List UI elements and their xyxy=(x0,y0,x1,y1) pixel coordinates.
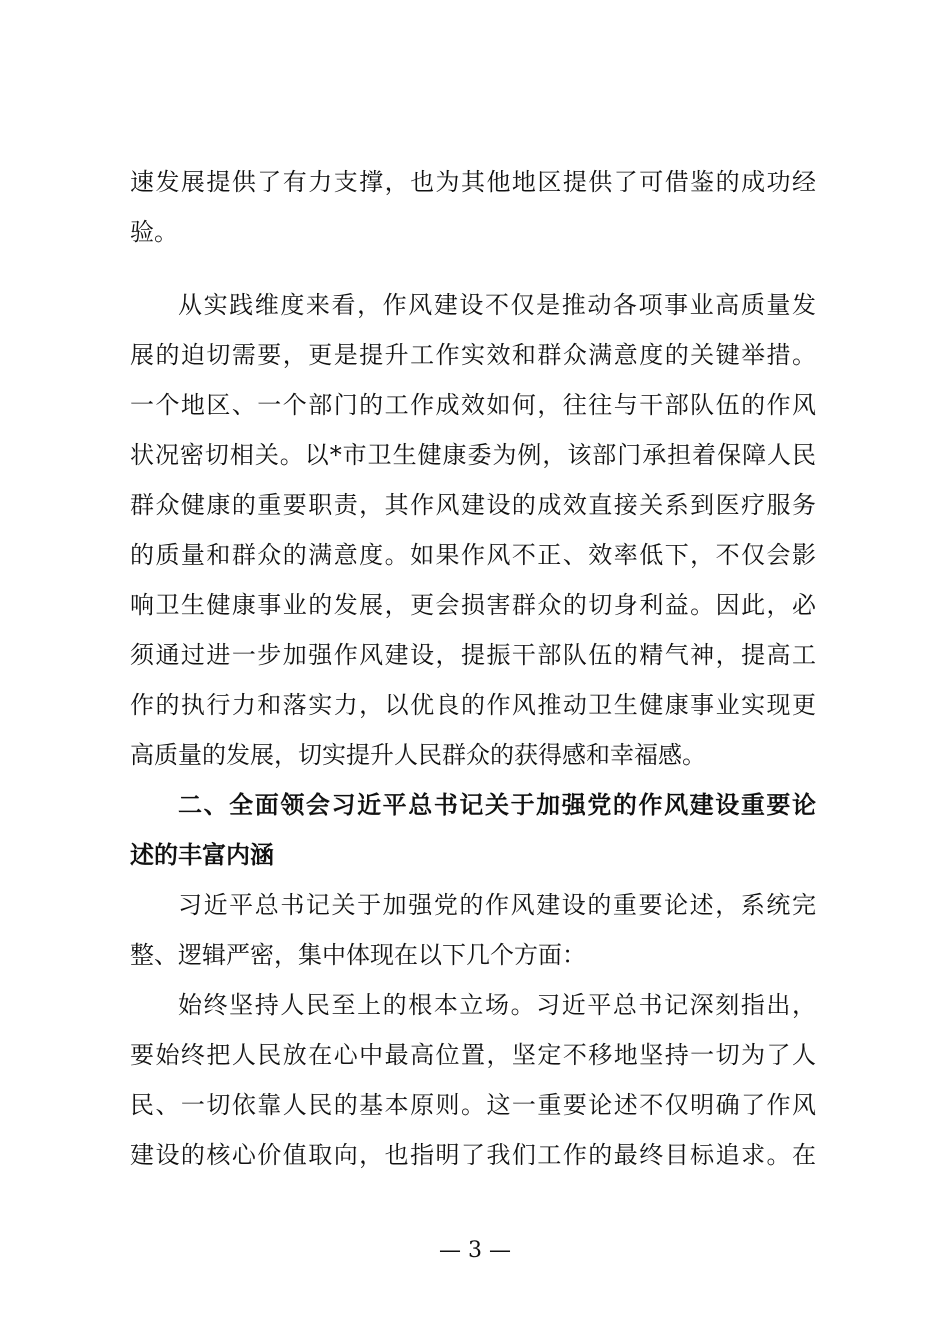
text-line: 响卫生健康事业的发展，更会损害群众的切身利益。因此，必 xyxy=(130,591,816,619)
text-line: 始终坚持人民至上的根本立场。习近平总书记深刻指出， xyxy=(178,991,816,1019)
text-line: 民、一切依靠人民的基本原则。这一重要论述不仅明确了作风 xyxy=(130,1091,816,1119)
text-line: 一个地区、一个部门的工作成效如何，往往与干部队伍的作风 xyxy=(130,391,816,419)
text-line: 展的迫切需要，更是提升工作实效和群众满意度的关键举措。 xyxy=(130,341,816,369)
paragraph xyxy=(130,880,816,980)
text-line: 述的丰富内涵 xyxy=(130,840,274,869)
text-line: 整、逻辑严密，集中体现在以下几个方面： xyxy=(130,941,586,969)
paragraph xyxy=(130,157,816,257)
text-line: 二、全面领会习近平总书记关于加强党的作风建设重要论 xyxy=(178,790,816,819)
section-heading xyxy=(130,780,816,880)
text-line: 习近平总书记关于加强党的作风建设的重要论述，系统完 xyxy=(178,891,816,919)
text-line: 验。 xyxy=(130,218,178,246)
text-line: 群众健康的重要职责，其作风建设的成效直接关系到医疗服务 xyxy=(130,491,816,519)
text-line: 状况密切相关。以*市卫生健康委为例，该部门承担着保障人民 xyxy=(130,441,816,469)
paragraph xyxy=(130,980,816,1180)
document-body xyxy=(130,157,816,1180)
text-line: 须通过进一步加强作风建设，提振干部队伍的精气神，提高工 xyxy=(130,641,816,669)
text-line: 从实践维度来看，作风建设不仅是推动各项事业高质量发 xyxy=(178,291,816,319)
text-line: 速发展提供了有力支撑，也为其他地区提供了可借鉴的成功经 xyxy=(130,168,816,196)
paragraph xyxy=(130,280,816,780)
text-line: 建设的核心价值取向，也指明了我们工作的最终目标追求。在 xyxy=(130,1141,816,1169)
page-number: — 3 — xyxy=(439,1238,511,1263)
text-line: 要始终把人民放在心中最高位置，坚定不移地坚持一切为了人 xyxy=(130,1041,816,1069)
text-line: 的质量和群众的满意度。如果作风不正、效率低下，不仅会影 xyxy=(130,541,816,569)
text-line: 作的执行力和落实力，以优良的作风推动卫生健康事业实现更 xyxy=(130,691,816,719)
text-line: 高质量的发展，切实提升人民群众的获得感和幸福感。 xyxy=(130,741,706,769)
